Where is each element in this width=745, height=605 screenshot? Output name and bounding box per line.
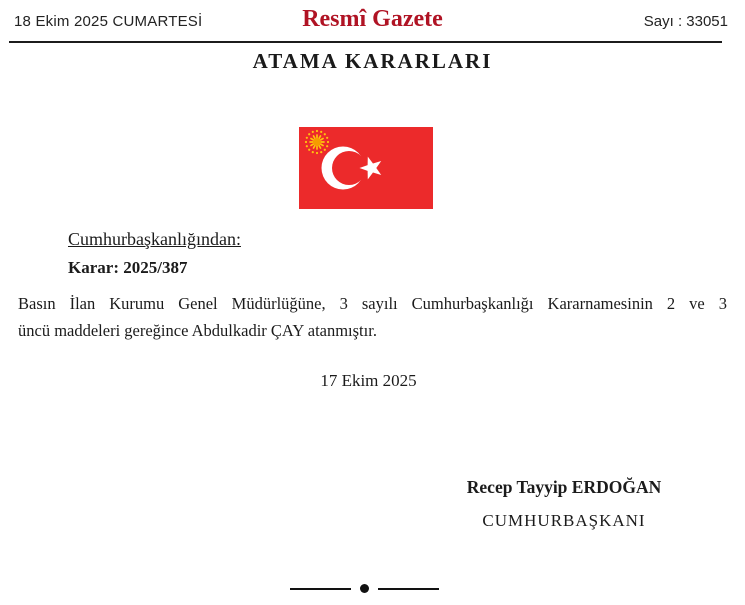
divider-dash-right xyxy=(378,588,439,590)
divider-dash-left xyxy=(290,588,351,590)
presidential-flag-graphic xyxy=(299,127,433,209)
section-title: ATAMA KARARLARI xyxy=(252,49,493,73)
decree-number: Karar: 2025/387 xyxy=(68,258,188,277)
signatory-title: CUMHURBAŞKANI xyxy=(482,511,646,530)
issue-number: Sayı : 33051 xyxy=(643,13,728,30)
signature-block xyxy=(455,477,673,531)
decree-authority: Cumhurbaşkanlığından: xyxy=(68,229,241,249)
divider-dot xyxy=(360,584,369,593)
gazette-title: Resmî Gazete xyxy=(302,6,443,32)
end-divider xyxy=(0,584,737,593)
issue-date: 18 Ekim 2025 CUMARTESİ xyxy=(14,13,203,30)
masthead-divider xyxy=(9,41,722,43)
turkish-presidential-flag-icon xyxy=(299,127,433,209)
decree-body-line-1: Basın İlan Kurumu Genel Müdürlüğüne, 3 sayılı Cumhurbaşkanlığı Kararnamesinin 2 ve 3 xyxy=(18,294,727,313)
decree-date: 17 Ekim 2025 xyxy=(320,371,417,390)
decree-body-line-2: üncü maddeleri gereğince Abdulkadir ÇAY atanmıştır. xyxy=(18,321,377,340)
signatory-name: Recep Tayyip ERDOĞAN xyxy=(466,477,662,497)
